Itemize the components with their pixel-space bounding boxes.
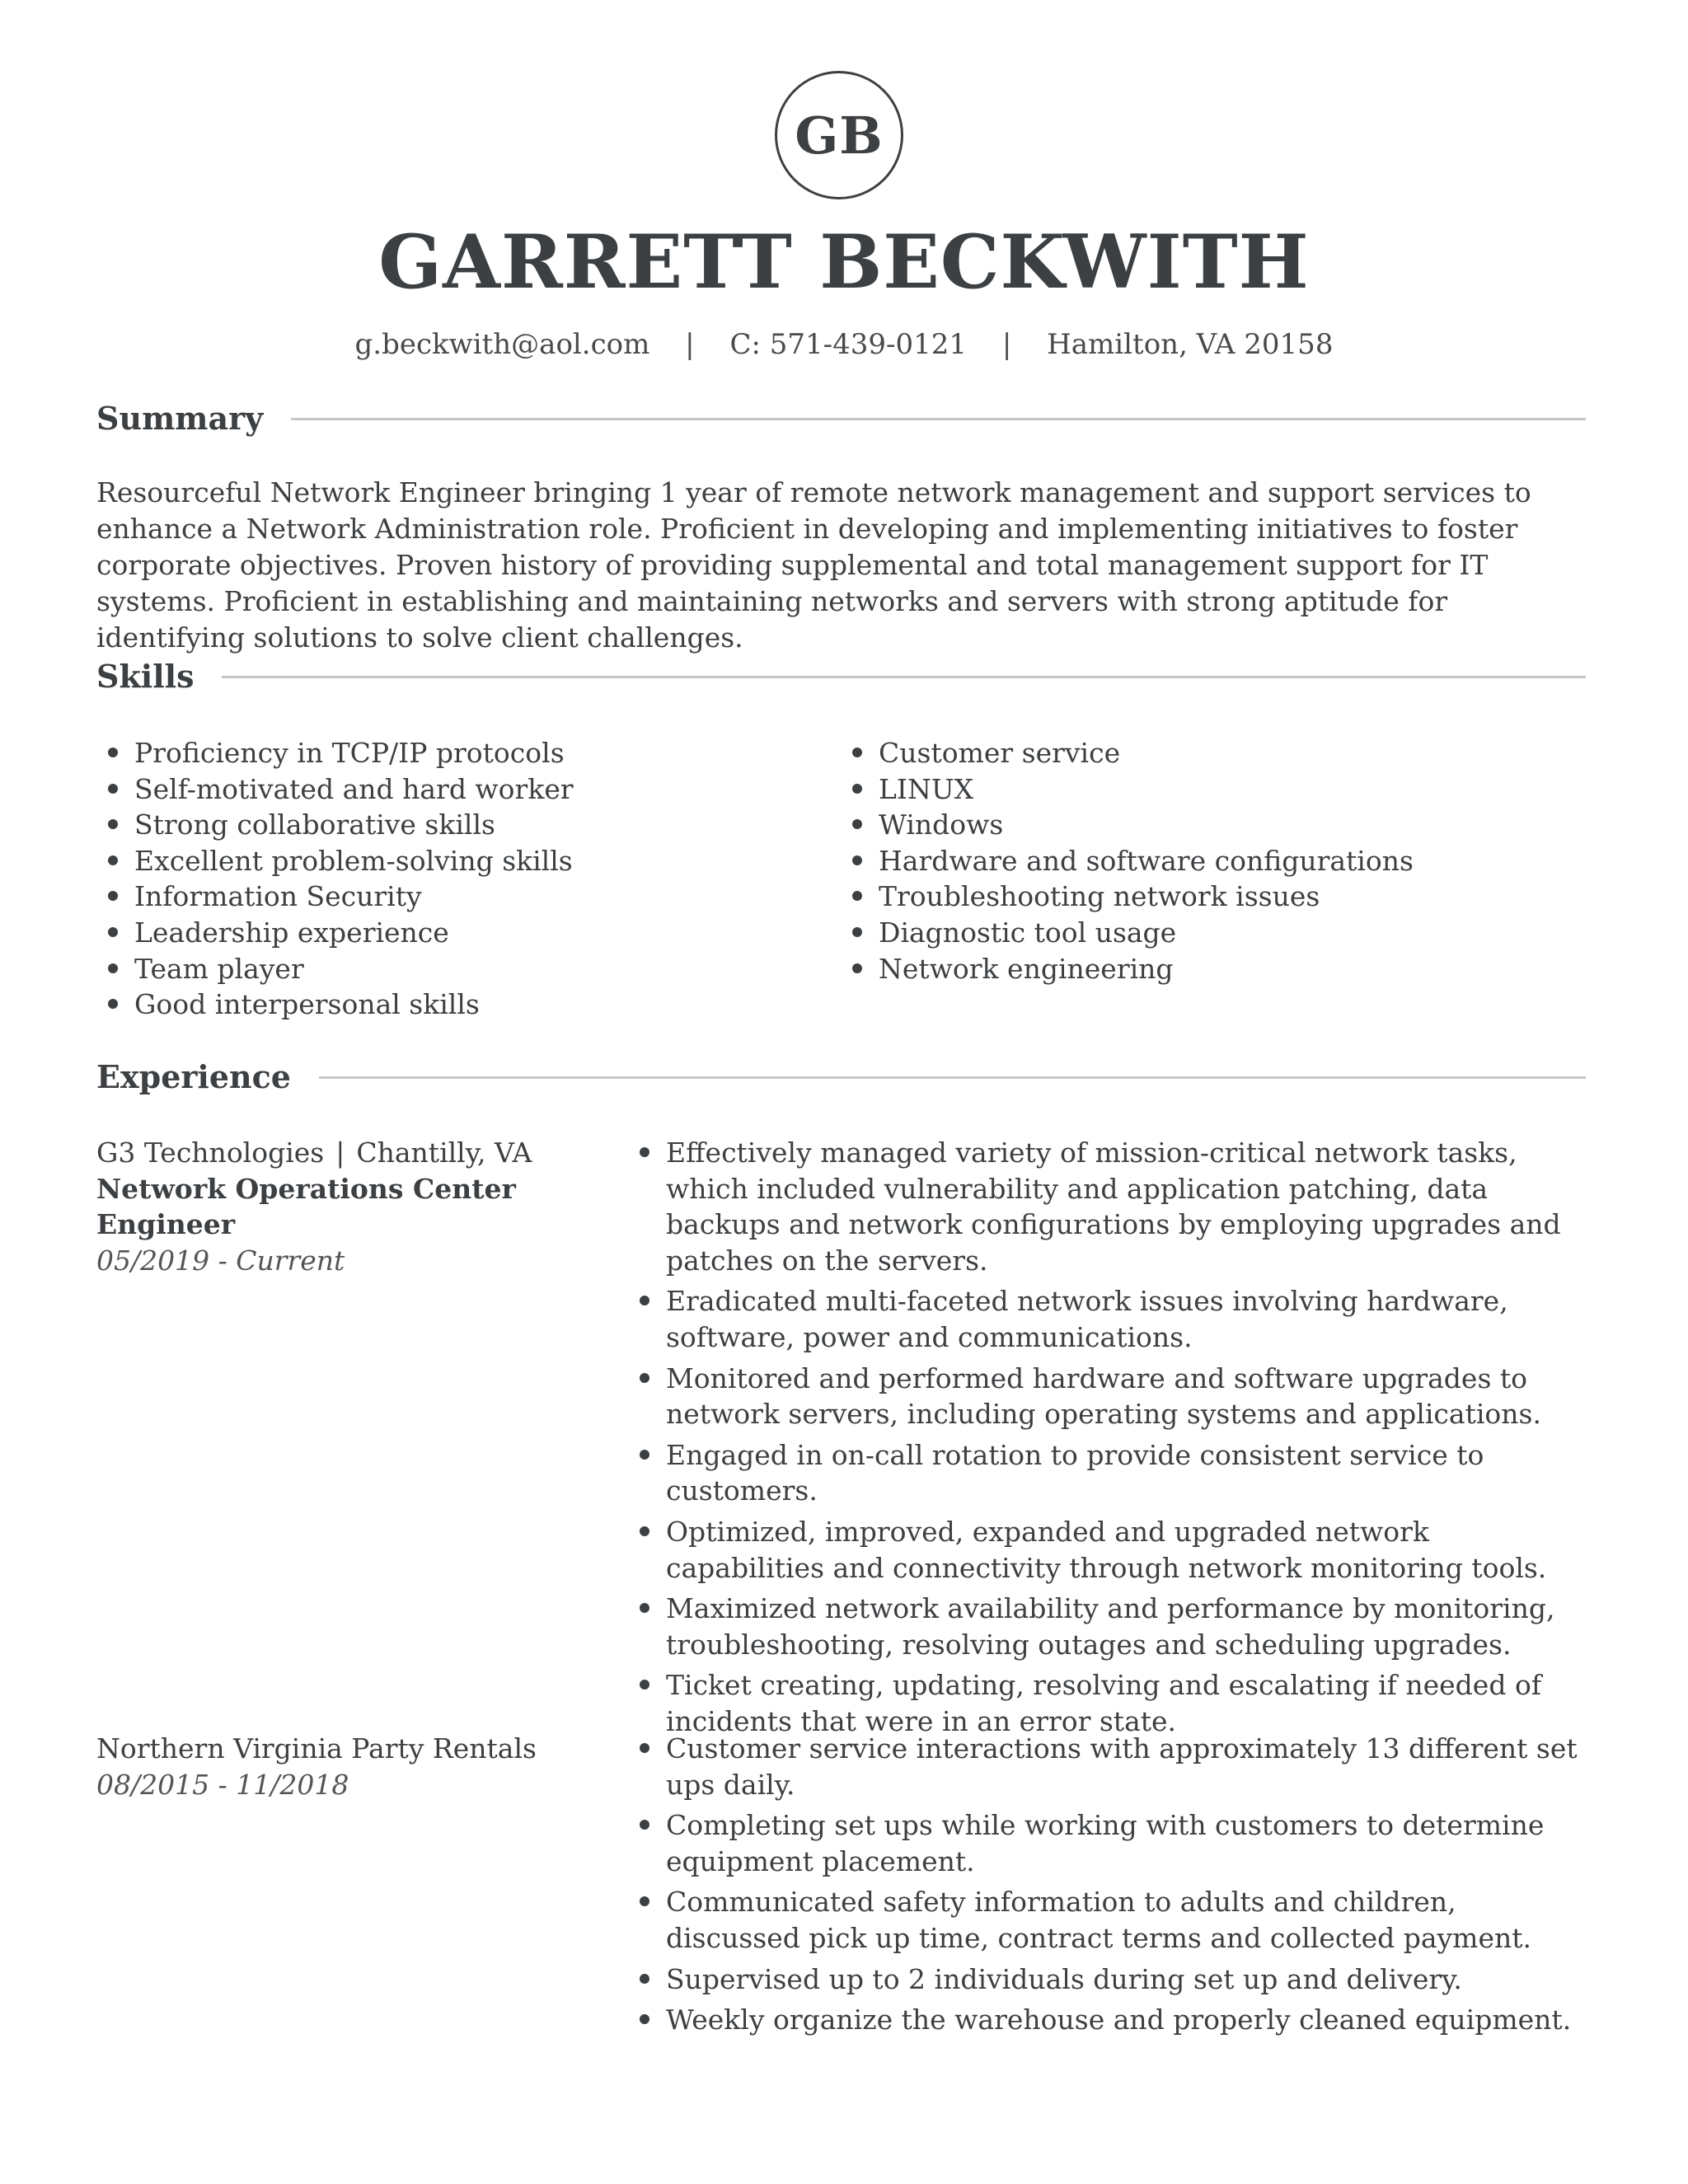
job-bullet: Supervised up to 2 individuals during set up and delivery. [628, 1961, 1584, 1998]
section-divider [291, 418, 1586, 420]
experience-section-header [96, 1057, 1586, 1097]
job-bullet: Communicated safety information to adults and children, discussed pick up time, contract terms and collected payment. [628, 1884, 1584, 1956]
experience-heading: Experience [96, 1058, 291, 1095]
skill-item: Self-motivated and hard worker [96, 771, 822, 808]
contact-line [0, 326, 1688, 363]
email: g.beckwith@aol.com [354, 328, 650, 361]
job-bullet: Maximized network availability and performance by monitoring, troubleshooting, resolving outages and scheduling upgrades. [628, 1591, 1584, 1662]
job-dates: 05/2019 - Current [96, 1244, 345, 1277]
job-meta [96, 1135, 624, 1278]
location: Hamilton, VA 20158 [1047, 328, 1334, 361]
skill-item: LINUX [841, 771, 1582, 808]
employer-location: Chantilly, VA [356, 1137, 532, 1169]
contact-separator: | [1001, 328, 1012, 361]
phone: C: 571-439-0121 [729, 328, 968, 361]
job-bullet: Eradicated multi-faceted network issues involving hardware, software, power and communications. [628, 1283, 1584, 1355]
job-title: Network Operations Center Engineer [96, 1172, 516, 1241]
job-dates: 08/2015 - 11/2018 [96, 1768, 349, 1801]
job-bullet: Engaged in on-call rotation to provide consistent service to customers. [628, 1437, 1584, 1509]
job-bullet: Completing set ups while working with customers to determine equipment placement. [628, 1807, 1584, 1879]
section-divider [222, 676, 1586, 678]
job-bullet: Weekly organize the warehouse and properly cleaned equipment. [628, 2002, 1584, 2038]
skill-item: Windows [841, 807, 1582, 843]
skill-item: Diagnostic tool usage [841, 915, 1582, 951]
skills-list-left [96, 735, 822, 1023]
skill-item: Leadership experience [96, 915, 822, 951]
skills-heading: Skills [96, 658, 195, 695]
skill-item: Information Security [96, 879, 822, 915]
skill-item: Strong collaborative skills [96, 807, 822, 843]
job-bullet: Effectively managed variety of mission-critical network tasks, which included vulnerability and application patching, data backups and network configurations by employing upgrades and patches on the servers. [628, 1135, 1584, 1278]
employer-name: Northern Virginia Party Rentals [96, 1732, 537, 1765]
summary-text: Resourceful Network Engineer bringing 1 year of remote network management and support services to enhance a Network Administration role. Proficient in developing and implementing initiatives to foster corporate objectives. Proven history of providing supplemental and total management support for IT systems. Proficient in establishing and maintaining networks and servers with strong aptitude for identifying solutions to solve client challenges. [96, 476, 1531, 654]
skill-item: Team player [96, 951, 822, 987]
summary-heading: Summary [96, 400, 264, 437]
candidate-name: GARRETT BECKWITH [378, 218, 1310, 306]
job-meta [96, 1731, 624, 1802]
job-bullet: Optimized, improved, expanded and upgraded network capabilities and connectivity through network monitoring tools. [628, 1514, 1584, 1586]
skills-section-header [96, 657, 1586, 696]
employer-separator: | [335, 1137, 345, 1169]
section-divider [319, 1076, 1586, 1079]
job-bullet: Ticket creating, updating, resolving and escalating if needed of incidents that were in an error state. [628, 1667, 1584, 1739]
skill-item: Network engineering [841, 951, 1582, 987]
job-bullet-list [628, 1731, 1584, 2043]
employer-name: G3 Technologies [96, 1137, 325, 1169]
job-bullet-list [628, 1135, 1584, 1745]
skill-item: Customer service [841, 735, 1582, 771]
monogram: GB [775, 71, 903, 199]
contact-separator: | [685, 328, 695, 361]
summary-section-header [96, 399, 1586, 438]
job-bullet: Monitored and performed hardware and software upgrades to network servers, including operating systems and applications. [628, 1361, 1584, 1432]
skill-item: Troubleshooting network issues [841, 879, 1582, 915]
skill-item: Hardware and software configurations [841, 843, 1582, 879]
employer-line [96, 1135, 624, 1171]
job-bullet: Customer service interactions with approximately 13 different set ups daily. [628, 1731, 1584, 1802]
skill-item: Proficiency in TCP/IP protocols [96, 735, 822, 771]
skills-list-right [841, 735, 1582, 987]
skill-item: Excellent problem-solving skills [96, 843, 822, 879]
skill-item: Good interpersonal skills [96, 987, 822, 1023]
